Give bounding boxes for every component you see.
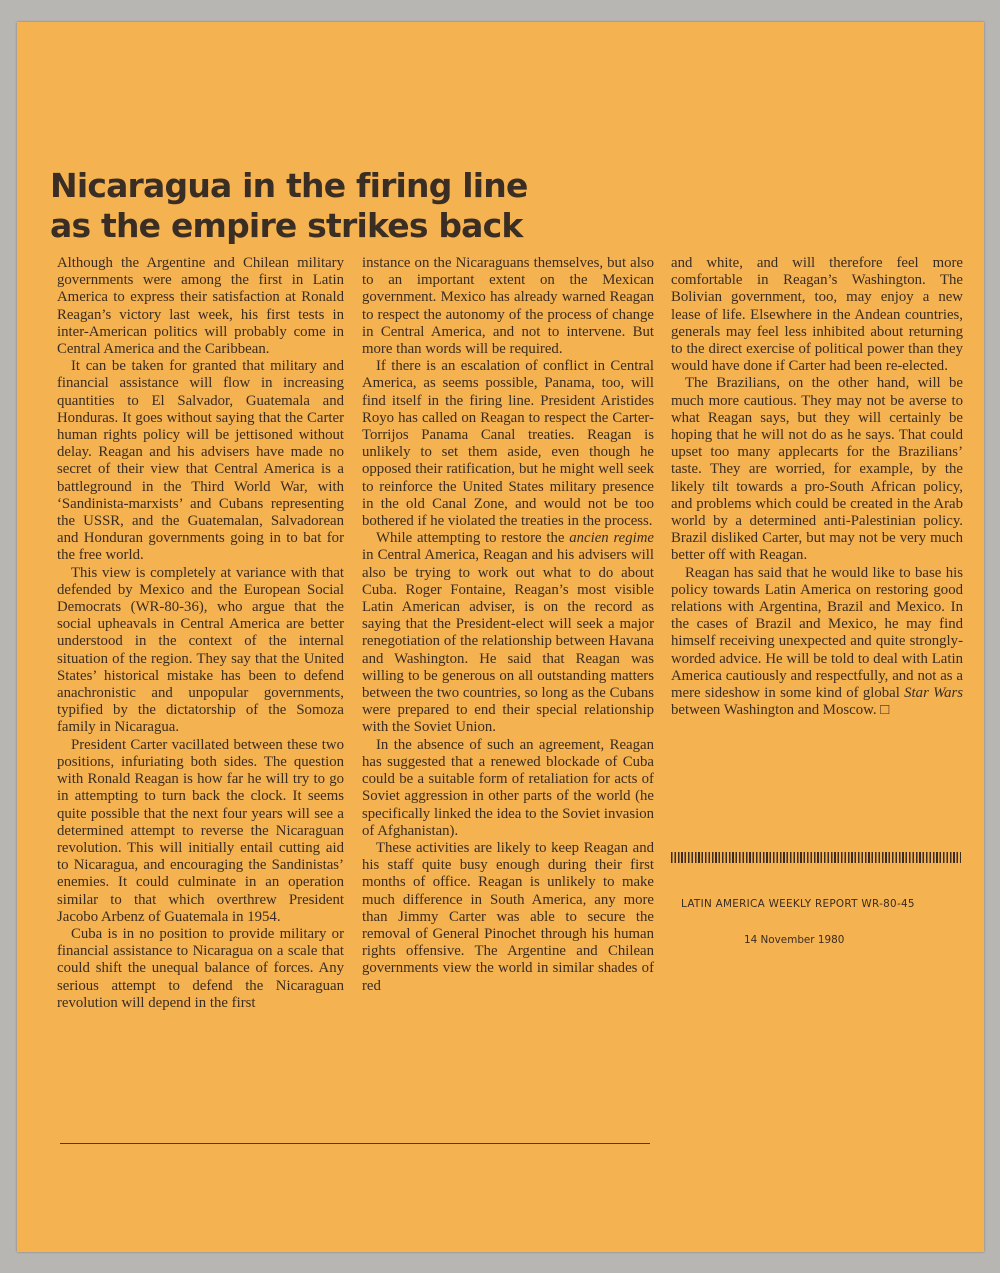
- col2-paragraph-3: [362, 530, 654, 736]
- col3-paragraph-3: [671, 565, 963, 720]
- col2-paragraph-5: These activities are likely to keep Reagan and his staff quite busy enough during their first months of office. Reagan is unlikely to make much difference in South America, any more than Jimmy Carter was able to secure the removal of General Pinochet through his human rights offensive. The Argentine and Chilean governments view the world in similar shades of red: [362, 839, 654, 994]
- col2-p3-text-end: in Central America, Reagan and his advisers will also be trying to work out what to do about Cuba. Roger Fontaine, Reagan’s most visible Latin American adviser, is on the record as saying that the President-elect will seek a major renegotiation of the relationship between Havana and Washington. He said that Reagan was willing to be generous on all outstanding matters between the two countries, so long as the Cubans were prepared to end their special relationship with the Soviet Union.: [362, 547, 654, 736]
- decorative-bar-rule: [671, 852, 961, 863]
- headline-line-1: Nicaragua in the firing line: [50, 166, 528, 205]
- article-headline: [50, 166, 650, 246]
- col3-p3-text-end: between Washington and Moscow. □: [671, 702, 890, 719]
- article-column-3: [671, 255, 963, 719]
- publication-name: LATIN AMERICA WEEKLY REPORT WR-80-45: [681, 898, 915, 910]
- col2-p3-italic: ancien regime: [569, 530, 655, 547]
- col2-paragraph-2: If there is an escalation of conflict in Central America, as seems possible, Panama, too, will find itself in the firing line. President Aristides Royo has called on Reagan to respect the Carter-Torrijos Panama Canal treaties. Reagan is unlikely to set them aside, even though he opposed their ratification, but he might well seek to reinforce the United States military presence in the old Canal Zone, and would not be too bothered if he violated the treaties in the process.: [362, 358, 654, 530]
- col1-paragraph-5: Cuba is in no position to provide military or financial assistance to Nicaragua on a scale that could shift the unequal balance of forces. Any serious attempt to defend the Nicaraguan revolution will depend in the first: [57, 925, 344, 1011]
- col1-paragraph-3: This view is completely at variance with that defended by Mexico and the European Social Democrats (WR-80-36), who argue that the social upheavals in Central America are better understood in the context of the internal situation of the region. They say that the United States’ historical mistake has been to defend anachronistic and unpopular governments, typified by the dictatorship of the Somoza family in Nicaragua.: [57, 564, 344, 736]
- article-column-2: [362, 255, 654, 995]
- col3-p3-italic: Star Wars: [904, 685, 964, 702]
- col1-paragraph-2: It can be taken for granted that military and financial assistance will flow in increasing quantities to El Salvador, Guatemala and Honduras. It goes without saying that the Carter human rights policy will be jettisoned without delay. Reagan and his advisers have made no secret of their view that Central America is a battleground in the Third World War, with ‘Sandinista-marxists’ and Cubans representing the USSR, and the Guatemalan, Salvadorean and Honduran governments going in to bat for the free world.: [57, 358, 344, 564]
- col1-paragraph-1: Although the Argentine and Chilean military governments were among the first in Latin America to express their satisfaction at Ronald Reagan’s victory last week, his first tests in inter-American politics will probably come in Central America and the Caribbean.: [57, 255, 344, 358]
- col3-p3-text-start: Reagan has said that he would like to base his policy towards Latin America on restoring good relations with Argentina, Brazil and Mexico. In the cases of Brazil and Mexico, he may find himself receiving unexpected and quite strongly-worded advice. He will be told to deal with Latin America cautiously and respectfully, and not as a mere sideshow in some kind of global: [671, 564, 963, 702]
- col3-paragraph-1: and white, and will therefore feel more comfortable in Reagan’s Washington. The Bolivian government, too, may enjoy a new lease of life. Elsewhere in the Andean countries, generals may feel less inhibited about returning to the direct exercise of political power than they would have done if Carter had been re-elected.: [671, 255, 963, 375]
- col2-paragraph-1: instance on the Nicaraguans themselves, but also to an important extent on the Mexican government. Mexico has already warned Reagan to respect the autonomy of the process of change in Central America, and not to intervene. But more than words will be required.: [362, 255, 654, 358]
- col3-paragraph-2: The Brazilians, on the other hand, will be much more cautious. They may not be averse to what Reagan says, but they will certainly be hoping that he will not do as he says. That could upset too many applecarts for the Brazilians’ taste. They are worried, for example, by the likely tilt towards a pro-South African policy, and problems which could be created in the Arab world by a determined anti-Palestinian policy. Brazil disliked Carter, but may not be very much better off with Reagan.: [671, 375, 963, 564]
- col2-paragraph-4: In the absence of such an agreement, Reagan has suggested that a renewed blockade of Cuba could be a suitable form of retaliation for acts of Soviet aggression in other parts of the world (he specifically linked the idea to the Soviet invasion of Afghanistan).: [362, 736, 654, 839]
- column-bottom-rule: [60, 1143, 650, 1144]
- publication-date: 14 November 1980: [744, 934, 845, 946]
- article-column-1: [57, 255, 344, 1012]
- col2-p3-text-start: While attempting to restore the: [376, 530, 570, 547]
- headline-line-2: as the empire strikes back: [50, 206, 523, 245]
- col1-paragraph-4: President Carter vacillated between these two positions, infuriating both sides. The question with Ronald Reagan is how far he will try to go in attempting to turn back the clock. It seems quite possible that the next four years will see a determined attempt to reverse the Nicaraguan revolution. This will initially entail cutting aid to Nicaragua, and encouraging the Sandinistas’ enemies. It could culminate in an operation similar to that which overthrew President Jacobo Arbenz of Guatemala in 1954.: [57, 736, 344, 925]
